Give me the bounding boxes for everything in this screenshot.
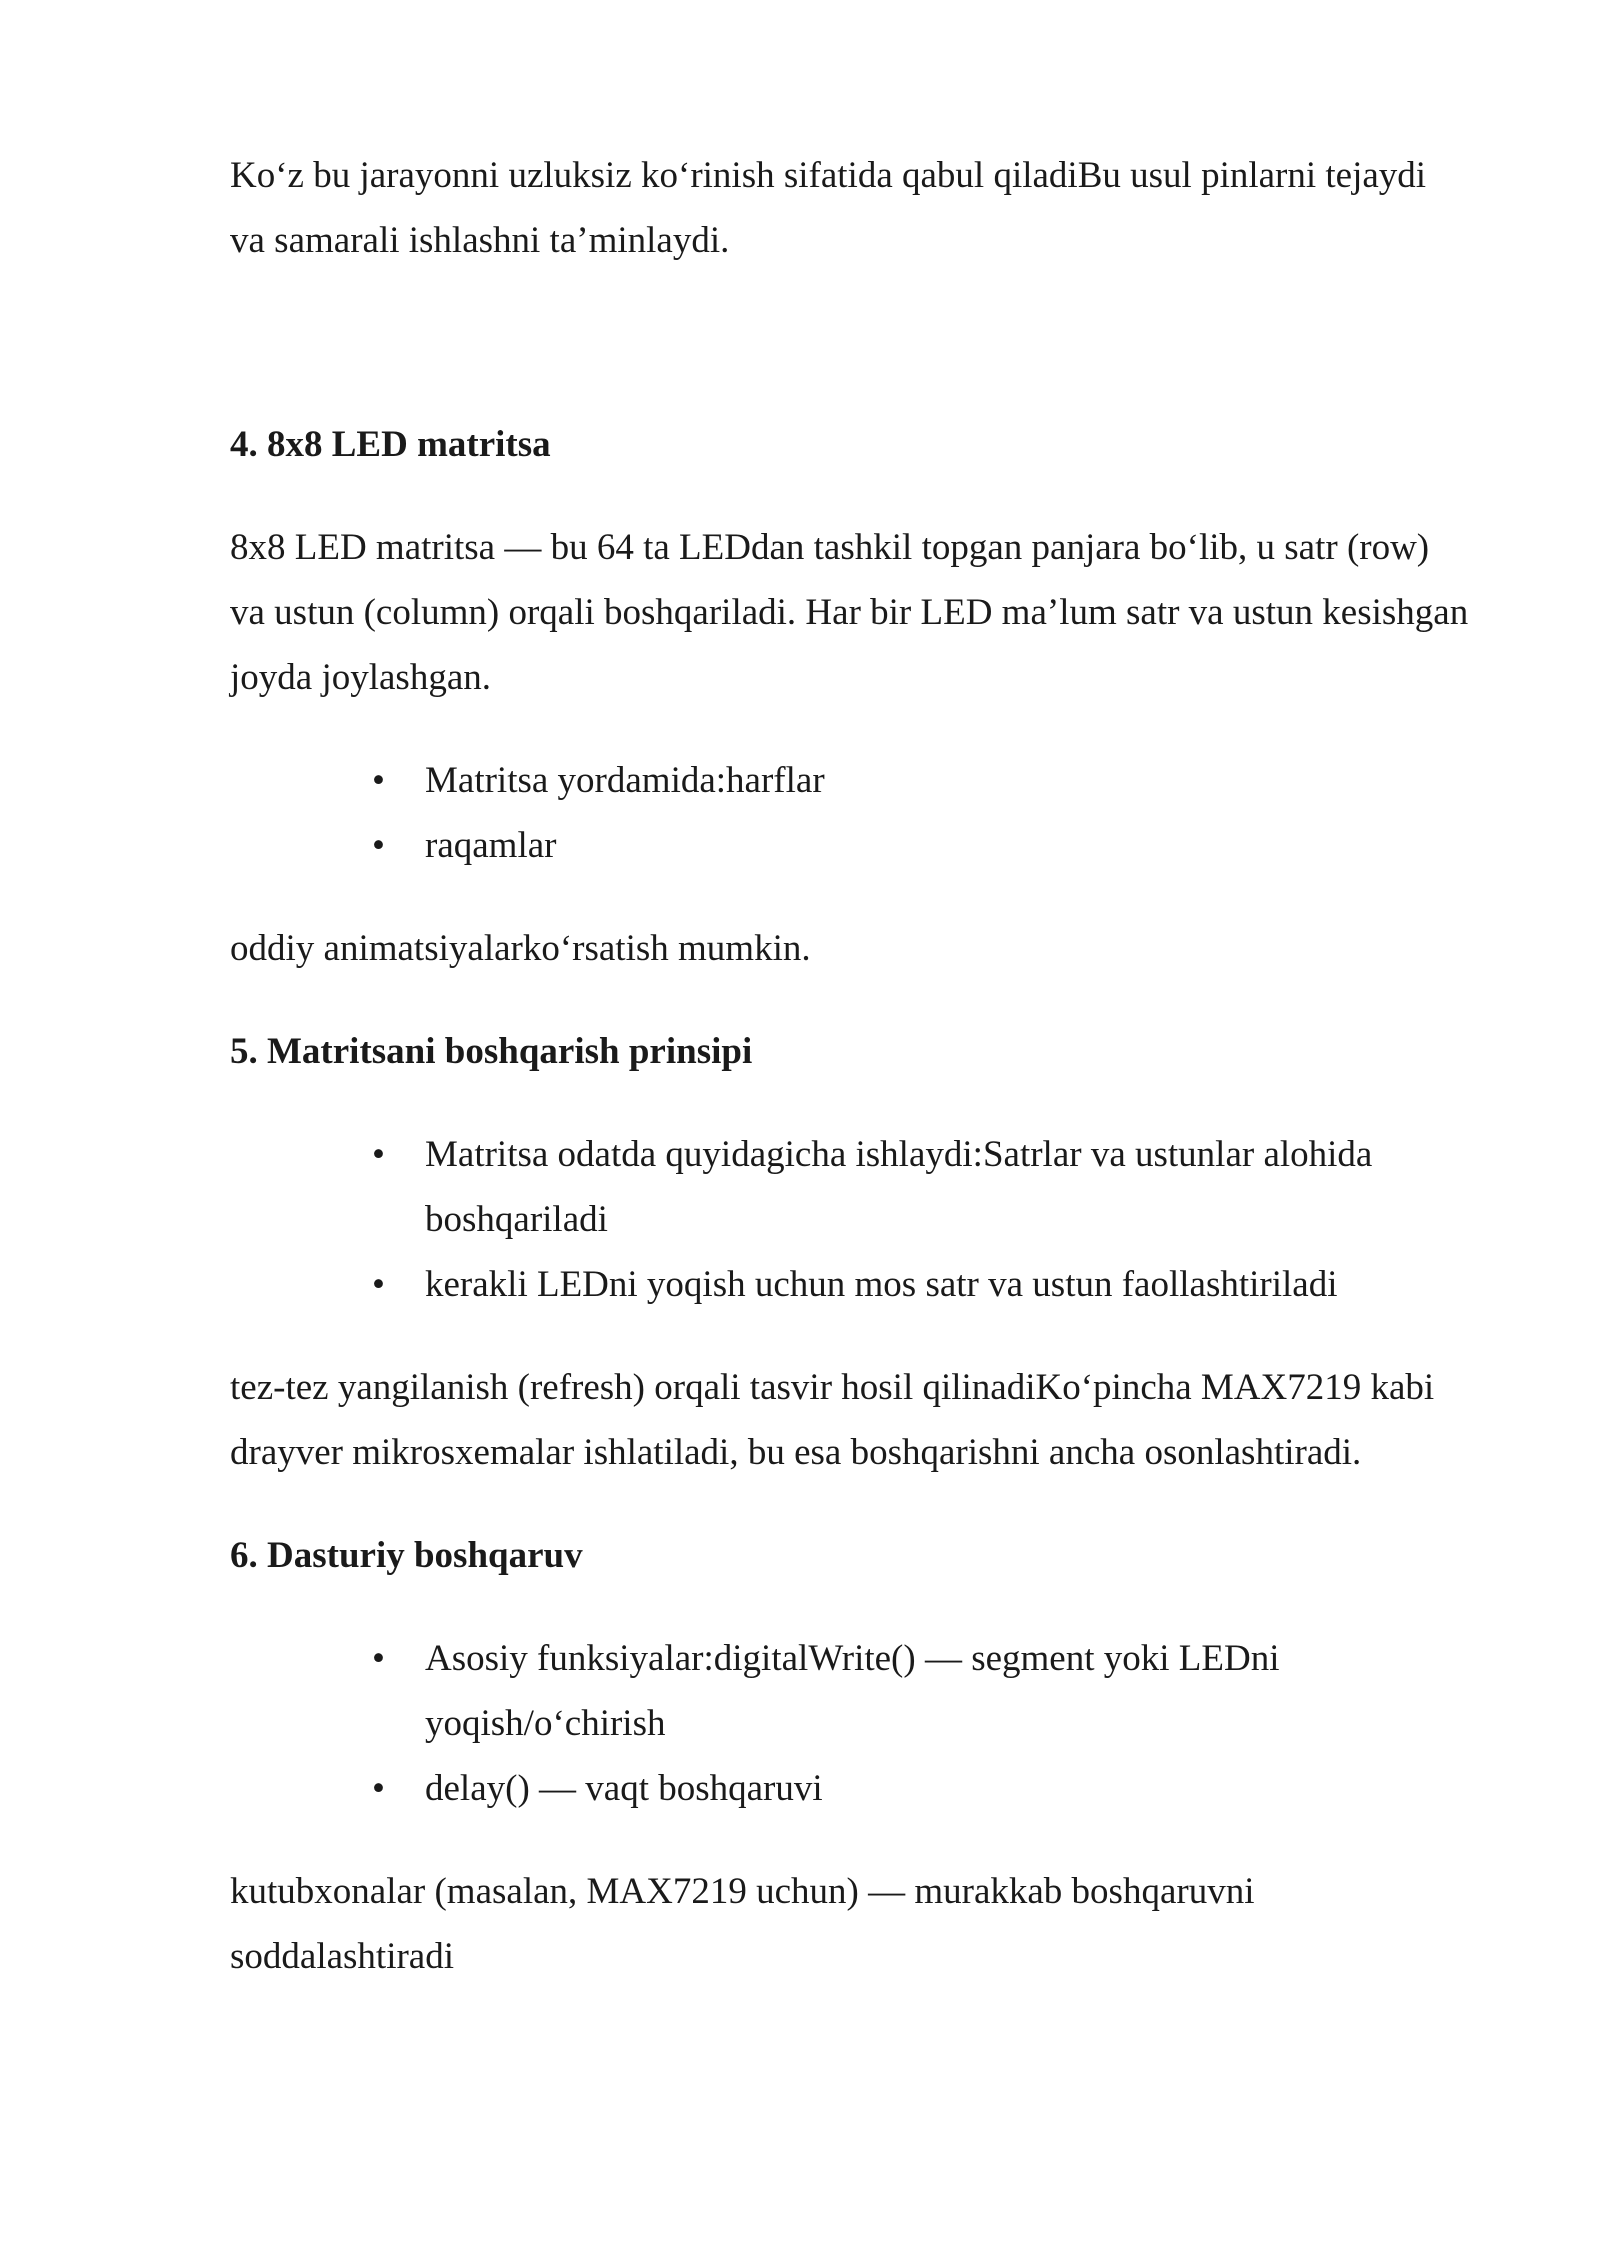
section-4-heading: 4. 8x8 LED matritsa [230, 424, 551, 465]
section-6-closing-text: kutubxonalar (masalan, MAX7219 uchun) — murakkab boshqaruvni soddalashtiradi [230, 1871, 1255, 1977]
intro-paragraph: Ko‘z bu jarayonni uzluksiz ko‘rinish sifatida qabul qiladiBu usul pinlarni tejaydi va samarali ishlashni ta’minlaydi. [230, 155, 1427, 261]
section-5-closing-text: tez-tez yangilanish (refresh) orqali tasvir hosil qilinadiKo‘pincha MAX7219 kabi drayver mikrosxemalar ishlatiladi, bu esa boshqarishni ancha osonlashtiradi. [230, 1367, 1435, 1473]
list-item [230, 813, 1470, 878]
list-item-text: delay() — vaqt boshqaruvi [425, 1768, 823, 1809]
section-4-bullet-list [230, 748, 1470, 878]
section-4-closing-text: oddiy animatsiyalarko‘rsatish mumkin. [230, 928, 811, 969]
list-item [230, 1252, 1470, 1317]
list-item-text: Matritsa yordamida:harflar [425, 760, 825, 801]
list-item-text: Matritsa odatda quyidagicha ishlaydi:Satrlar va ustunlar alohida boshqariladi [425, 1134, 1373, 1240]
document-body [230, 143, 1470, 1989]
bullet-icon: • [372, 1768, 385, 1809]
section-4-paragraph: 8x8 LED matritsa — bu 64 ta LEDdan tashkil topgan panjara bo‘lib, u satr (row) va ustun (column) orqali boshqariladi. Har bir LED ma’lum satr va ustun kesishgan joyda joylashgan. [230, 527, 1469, 698]
list-item-text: raqamlar [425, 825, 557, 866]
section-5-bullet-list [230, 1122, 1470, 1317]
bullet-icon: • [372, 825, 385, 866]
list-item-text: Asosiy funksiyalar:digitalWrite() — segment yoki LEDni yoqish/o‘chirish [425, 1638, 1280, 1744]
bullet-icon: • [372, 1264, 385, 1305]
section-5-heading: 5. Matritsani boshqarish prinsipi [230, 1031, 753, 1072]
section-6-heading: 6. Dasturiy boshqaruv [230, 1535, 583, 1576]
bullet-icon: • [372, 1638, 385, 1679]
list-item [230, 748, 1470, 813]
list-item [230, 1756, 1470, 1821]
bullet-icon: • [372, 760, 385, 801]
bullet-icon: • [372, 1134, 385, 1175]
list-item [230, 1626, 1470, 1756]
list-item [230, 1122, 1470, 1252]
section-6-bullet-list [230, 1626, 1470, 1821]
list-item-text: kerakli LEDni yoqish uchun mos satr va ustun faollashtiriladi [425, 1264, 1338, 1305]
